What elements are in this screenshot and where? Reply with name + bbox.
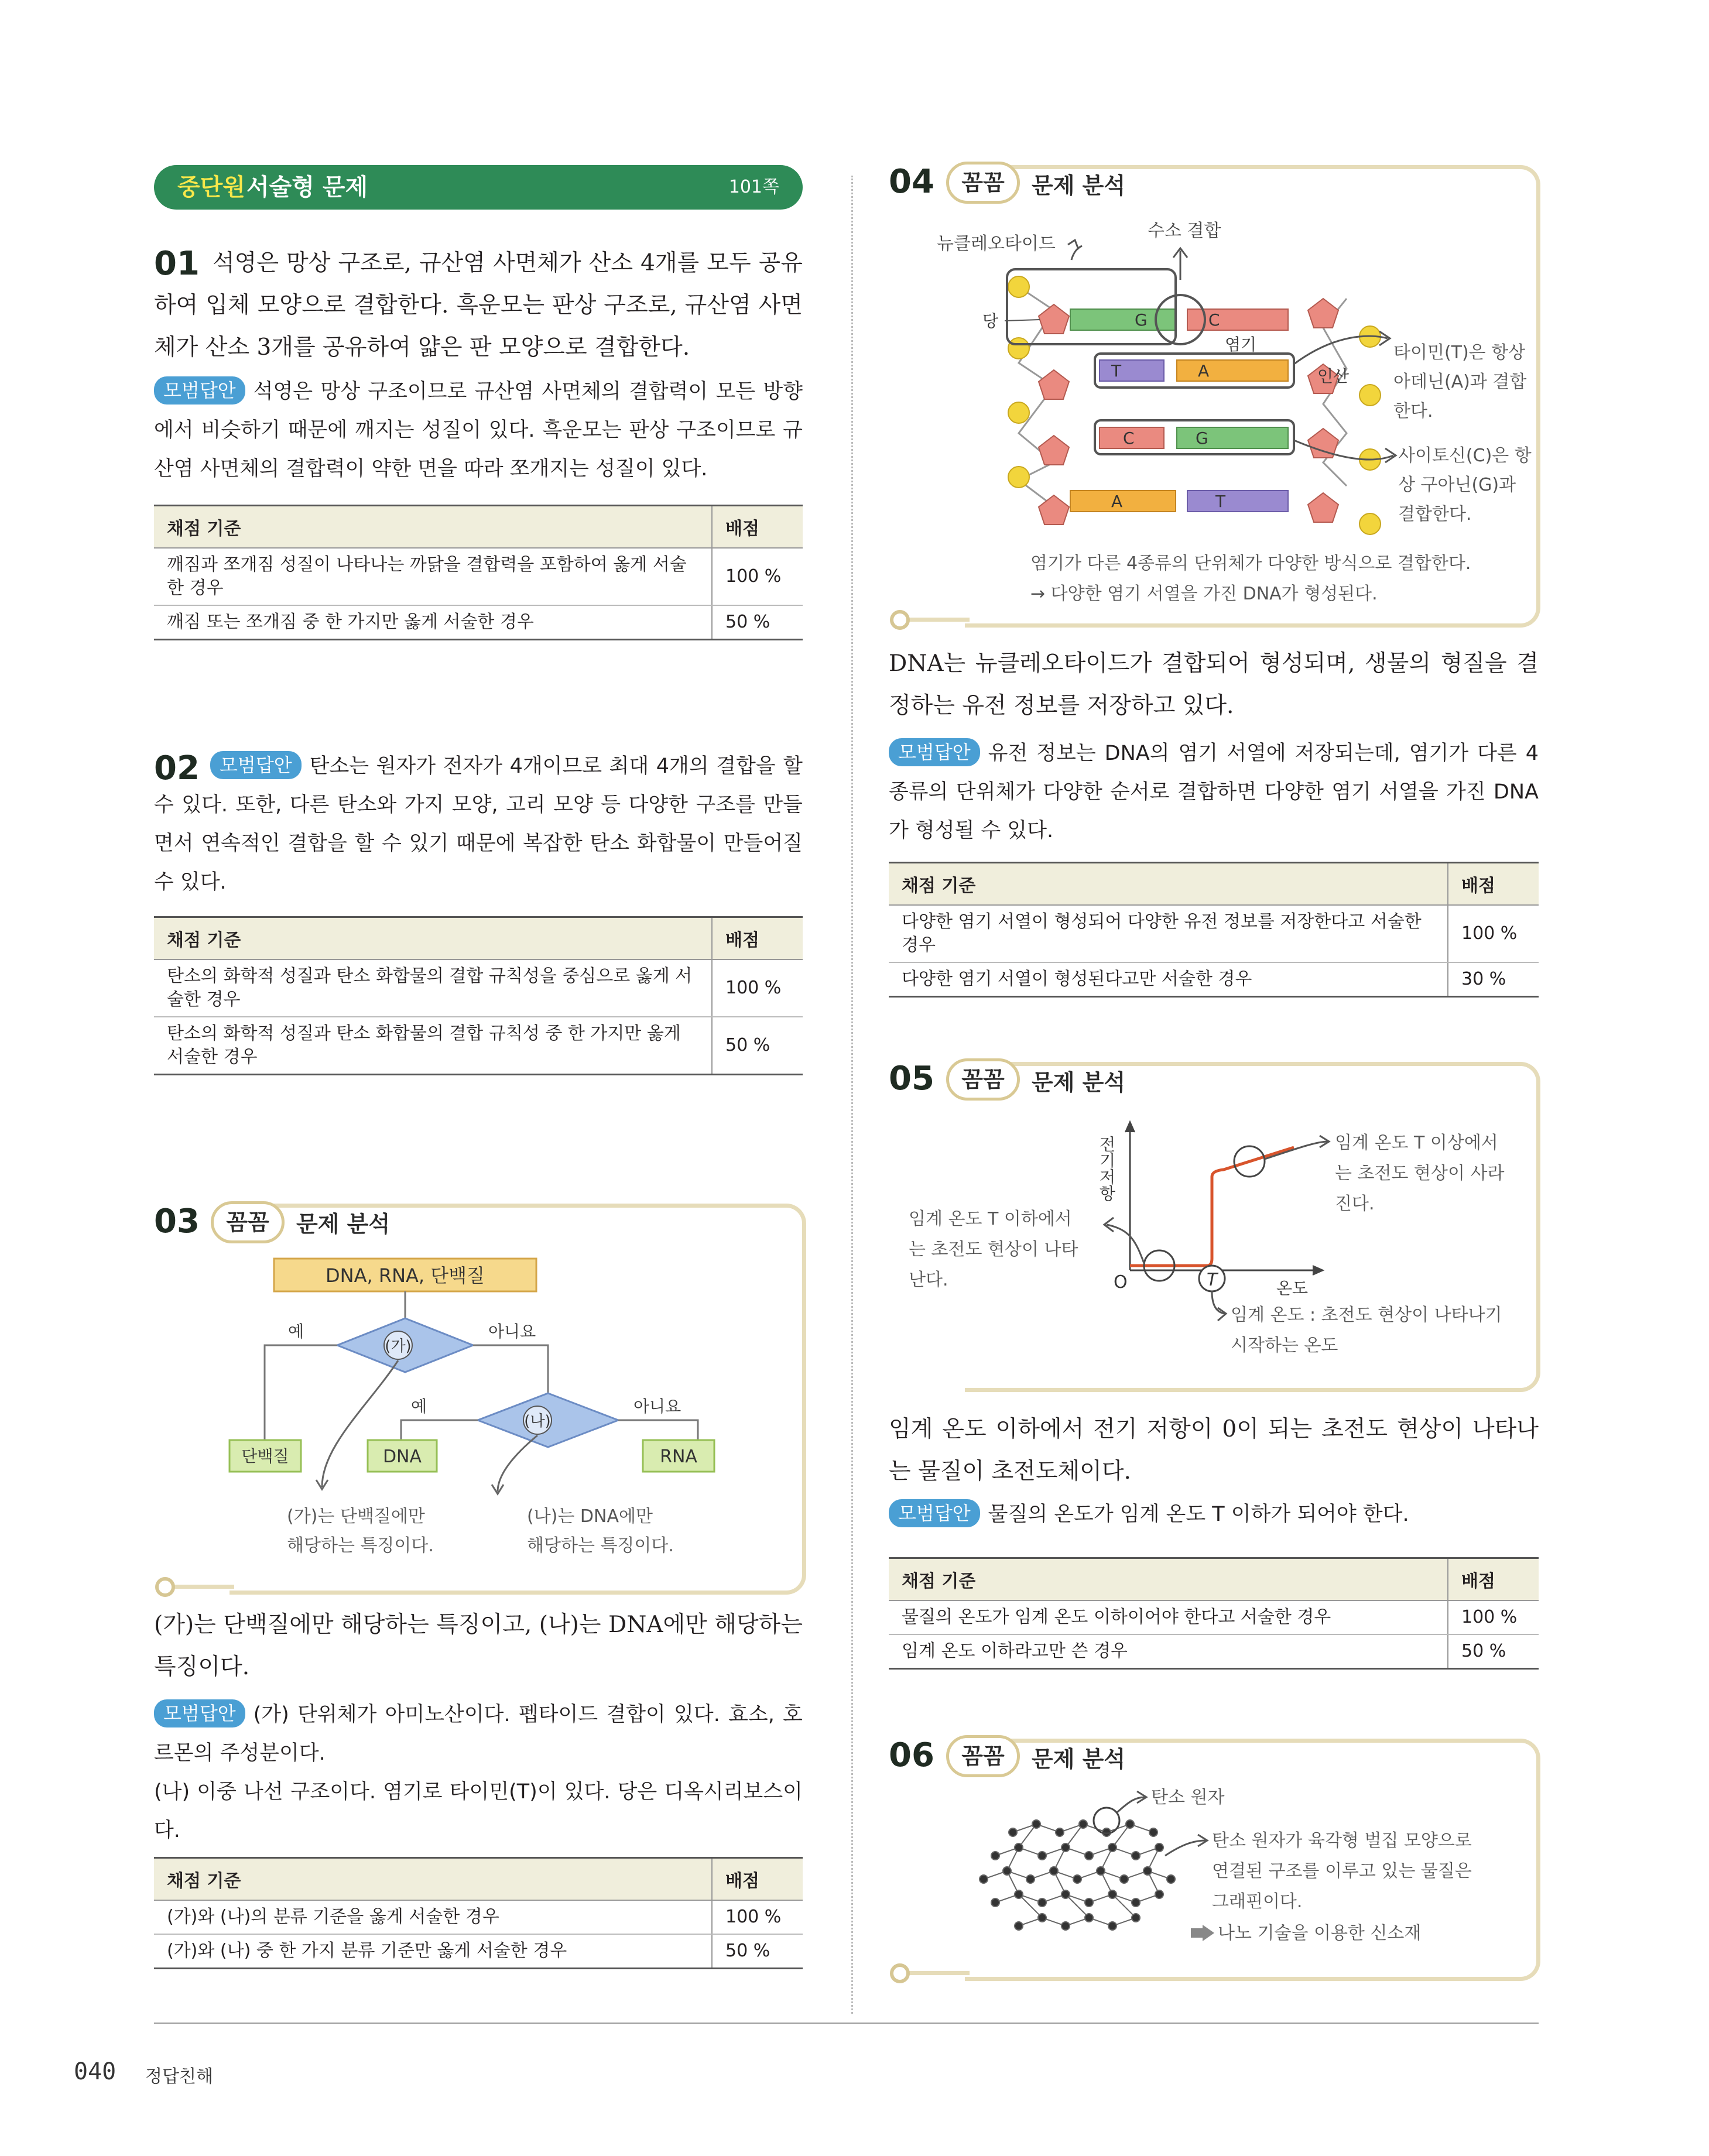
score-header-criteria: 채점 기준 xyxy=(154,506,712,549)
note-cg-line2: 상 구아닌(G)과 xyxy=(1398,475,1516,495)
score-header-criteria: 채점 기준 xyxy=(154,1858,712,1901)
panel-end-dot xyxy=(155,1577,175,1597)
tag-detailed: 꼼꼼 xyxy=(946,1735,1020,1777)
question-04-answer-text: 유전 정보는 DNA의 염기 서열에 저장되는데, 염기가 다른 4종류의 단위체가 다양한 순서로 결합하면 다양한 염기 서열을 가진 DNA가 형성될 수 있다. xyxy=(889,742,1539,842)
question-03-answer-b: (나) 이중 나선 구조이다. 염기로 타이민(T)이 있다. 당은 디옥시리보스이다. xyxy=(154,1780,803,1842)
leaf-rna-label: RNA xyxy=(660,1447,697,1467)
question-01-score-table xyxy=(154,505,803,640)
note-above-line1: 임계 온도 T 이상에서 xyxy=(1335,1133,1498,1153)
section-header-page-ref: 101쪽 xyxy=(728,177,779,197)
score-points: 100 % xyxy=(712,1900,803,1934)
question-01-answer xyxy=(154,372,803,488)
graphene-lattice xyxy=(979,1820,1175,1930)
note-cg-line1: 사이토신(C)은 항 xyxy=(1398,445,1532,466)
score-points: 100 % xyxy=(1448,905,1539,962)
note-below-line2: 는 초전도 현상이 나타 xyxy=(909,1239,1078,1260)
question-03-score-table xyxy=(154,1857,803,1969)
score-criteria: 깨짐과 쪼개짐 성질이 나타나는 까닭을 결합력을 포함하여 옳게 서술한 경우 xyxy=(154,548,712,605)
score-criteria: (가)와 (나)의 분류 기준을 옳게 서술한 경우 xyxy=(154,1900,712,1934)
footer-rule xyxy=(154,2023,1539,2024)
note-t-line2: 시작하는 온도 xyxy=(1231,1335,1338,1356)
question-01-text xyxy=(154,242,803,369)
arrow-right-icon xyxy=(1191,1925,1214,1941)
branch-yes-1: 예 xyxy=(288,1322,304,1341)
panel-title: 문제 분석 xyxy=(1032,1746,1126,1772)
label-hydrogen-bond: 수소 결합 xyxy=(1148,221,1221,241)
score-header-points: 배점 xyxy=(712,917,803,960)
note-line3: 그래핀이다. xyxy=(1212,1891,1303,1912)
question-05-score-table xyxy=(889,1557,1539,1670)
diamond-ga-label: (가) xyxy=(385,1338,412,1355)
note-above-line2: 는 초전도 현상이 사라 xyxy=(1335,1163,1505,1184)
section-header xyxy=(154,165,803,210)
note-ta-line2: 아데닌(A)과 결합 xyxy=(1393,372,1527,392)
caption-line2: → 다양한 염기 서열을 가진 DNA가 형성된다. xyxy=(1030,584,1378,604)
answer-badge: 모범답안 xyxy=(210,751,302,779)
base-c-2: C xyxy=(1123,429,1135,448)
answer-badge: 모범답안 xyxy=(889,738,980,766)
dna-structure-diagram xyxy=(925,211,1534,621)
section-header-badge: 중단원 xyxy=(177,174,245,201)
note-above-line3: 진다. xyxy=(1335,1194,1375,1214)
caption-line1: 염기가 다른 4종류의 단위체가 다양한 방식으로 결합한다. xyxy=(1030,553,1471,574)
question-05-answer-text: 물질의 온도가 임계 온도 T 이하가 되어야 한다. xyxy=(988,1503,1409,1526)
question-number-03: 03 xyxy=(154,1202,200,1240)
score-points: 50 % xyxy=(712,1017,803,1075)
question-03-text: (가)는 단백질에만 해당하는 특징이고, (나)는 DNA에만 해당하는 특징이다. xyxy=(154,1612,803,1680)
question-05-text: 임계 온도 이하에서 전기 저항이 0이 되는 초전도 현상이 나타나는 물질이 초전도체이다. xyxy=(889,1416,1539,1485)
answer-badge: 모범답안 xyxy=(889,1499,980,1527)
base-t-1: T xyxy=(1111,361,1122,381)
question-number-04: 04 xyxy=(889,163,934,201)
base-g-2: G xyxy=(1196,429,1208,448)
score-criteria: 깨짐 또는 쪼개짐 중 한 가지만 옳게 서술한 경우 xyxy=(154,605,712,640)
note-cg-line3: 결합한다. xyxy=(1398,504,1472,525)
branch-no-2: 아니요 xyxy=(633,1397,681,1416)
score-header-criteria: 채점 기준 xyxy=(154,917,712,960)
score-criteria: 다양한 염기 서열이 형성된다고만 서술한 경우 xyxy=(889,962,1448,997)
note-ta-line3: 한다. xyxy=(1393,401,1433,421)
question-number-05: 05 xyxy=(889,1060,934,1098)
score-criteria: 탄소의 화학적 성질과 탄소 화합물의 결합 규칙성 중 한 가지만 옳게 서술한 경우 xyxy=(154,1017,712,1075)
label-sugar: 당 xyxy=(982,311,999,331)
panel-end-dot xyxy=(890,610,910,630)
question-03-answer-a: (가) 단위체가 아미노산이다. 펩타이드 결합이 있다. 효소, 호르몬의 주성분이다. xyxy=(154,1703,803,1765)
note-below-line3: 난다. xyxy=(909,1270,948,1290)
leaf-dna-label: DNA xyxy=(382,1447,422,1467)
score-points: 50 % xyxy=(712,1934,803,1969)
note-line4: 나노 기술을 이용한 신소재 xyxy=(1218,1923,1422,1944)
question-04-text: DNA는 뉴클레오타이드가 결합되어 형성되며, 생물의 형질을 결정하는 유전 정보를 저장하고 있다. xyxy=(889,650,1539,719)
top-box-label: DNA, RNA, 단백질 xyxy=(326,1264,485,1287)
note-ga-line1: (가)는 단백질에만 xyxy=(287,1506,425,1527)
score-header-criteria: 채점 기준 xyxy=(889,1558,1448,1601)
panel-bottom-line xyxy=(170,1585,234,1589)
question-05-answer xyxy=(889,1495,1539,1534)
question-number-01: 01 xyxy=(154,245,200,283)
base-c-1: C xyxy=(1208,310,1220,330)
label-base: 염기 xyxy=(1225,335,1257,354)
score-points: 100 % xyxy=(712,959,803,1017)
question-01-answer-text: 석영은 망상 구조이므로 규산염 사면체의 결합력이 모든 방향에서 비슷하기 때문에 깨지는 성질이 있다. 흑운모는 판상 구조이므로 규산염 사면체의 결합력이 약한 면을 따라 쪼개지는 성질이 있다. xyxy=(154,380,803,481)
graph-xlabel: 온도 xyxy=(1276,1278,1309,1298)
score-points: 50 % xyxy=(1448,1634,1539,1669)
note-ta-line1: 타이민(T)은 항상 xyxy=(1393,342,1526,363)
score-points: 100 % xyxy=(1448,1600,1539,1634)
nucleotide-box xyxy=(1007,269,1176,344)
graph-ylabel: 전기저항 xyxy=(1097,1136,1116,1201)
section-header-title: 서술형 문제 xyxy=(246,174,368,201)
graph-origin: O xyxy=(1114,1272,1128,1293)
label-phosphate: 인산 xyxy=(1317,366,1350,386)
score-criteria: 다양한 염기 서열이 형성되어 다양한 유전 정보를 저장한다고 서술한 경우 xyxy=(889,905,1448,962)
tag-detailed: 꼼꼼 xyxy=(946,162,1020,204)
panel-title: 문제 분석 xyxy=(1032,1070,1126,1095)
score-points: 100 % xyxy=(712,548,803,605)
superconductor-graph xyxy=(896,1112,1540,1382)
question-01-text-body: 석영은 망상 구조로, 규산염 사면체가 산소 4개를 모두 공유하여 입체 모양으로 결합한다. 흑운모는 판상 구조로, 규산염 사면체가 산소 3개를 공유하여 얇은 판 모양으로 결합한다. xyxy=(154,250,803,361)
question-number-02: 02 xyxy=(154,749,200,787)
score-header-points: 배점 xyxy=(712,506,803,549)
note-below-line1: 임계 온도 T 이하에서 xyxy=(909,1209,1072,1229)
panel-bottom-line xyxy=(906,1971,970,1975)
base-g-1: G xyxy=(1135,310,1148,330)
note-na-line2: 해당하는 특징이다. xyxy=(527,1535,674,1556)
question-04-answer xyxy=(889,734,1539,850)
note-line1: 탄소 원자가 육각형 벌집 모양으로 xyxy=(1212,1831,1472,1851)
question-number-06: 06 xyxy=(889,1736,934,1774)
score-criteria: (가)와 (나) 중 한 가지 분류 기준만 옳게 서술한 경우 xyxy=(154,1934,712,1969)
score-criteria: 임계 온도 이하라고만 쓴 경우 xyxy=(889,1634,1448,1669)
score-header-criteria: 채점 기준 xyxy=(889,863,1448,906)
panel-title: 문제 분석 xyxy=(1032,173,1126,198)
note-line2: 연결된 구조를 이루고 있는 물질은 xyxy=(1212,1861,1472,1881)
question-02-answer xyxy=(154,747,803,902)
answer-badge: 모범답안 xyxy=(154,376,245,405)
answer-badge: 모범답안 xyxy=(154,1699,245,1727)
score-criteria: 탄소의 화학적 성질과 탄소 화합물의 결합 규칙성을 중심으로 옳게 서술한 경우 xyxy=(154,959,712,1017)
score-points: 30 % xyxy=(1448,962,1539,997)
score-points: 50 % xyxy=(712,605,803,640)
footer-label: 정답친해 xyxy=(145,2066,213,2087)
label-nucleotide: 뉴클레오타이드 xyxy=(937,234,1056,254)
note-t-line1: 임계 온도 : 초전도 현상이 나타나기 xyxy=(1231,1305,1502,1325)
tag-detailed: 꼼꼼 xyxy=(946,1058,1020,1101)
base-a-2: A xyxy=(1111,492,1123,511)
note-na-line1: (나)는 DNA에만 xyxy=(527,1506,653,1527)
question-03-answer xyxy=(154,1695,803,1773)
score-header-points: 배점 xyxy=(1448,1558,1539,1601)
column-divider xyxy=(851,176,853,2014)
note-ga-line2: 해당하는 특징이다. xyxy=(287,1535,434,1556)
score-criteria: 물질의 온도가 임계 온도 이하이어야 한다고 서술한 경우 xyxy=(889,1600,1448,1634)
footer-page-number: 040 xyxy=(74,2058,117,2085)
graphene-diagram xyxy=(960,1780,1534,1967)
panel-end-dot xyxy=(890,1963,910,1983)
classification-flowchart xyxy=(222,1253,749,1581)
leaf-protein-label: 단백질 xyxy=(241,1447,289,1466)
diamond-na-label: (나) xyxy=(524,1413,551,1430)
score-header-points: 배점 xyxy=(1448,863,1539,906)
branch-yes-2: 예 xyxy=(411,1397,427,1416)
panel-title: 문제 분석 xyxy=(296,1211,391,1237)
graph-t-label: T xyxy=(1207,1270,1218,1290)
question-04-score-table xyxy=(889,862,1539,998)
branch-no-1: 아니요 xyxy=(488,1322,536,1341)
base-a-1: A xyxy=(1198,361,1210,381)
question-02-score-table xyxy=(154,916,803,1075)
question-02-answer-text: 탄소는 원자가 전자가 4개이므로 최대 4개의 결합을 할 수 있다. 또한, 다른 탄소와 가지 모양, 고리 모양 등 다양한 구조를 만들면서 연속적인 결합을 할 수 있기 때문에 복잡한 탄소 화합물이 만들어질 수 있다. xyxy=(154,755,803,894)
base-t-2: T xyxy=(1215,492,1226,511)
label-carbon-atom: 탄소 원자 xyxy=(1151,1787,1225,1808)
tag-detailed: 꼼꼼 xyxy=(211,1201,285,1243)
score-header-points: 배점 xyxy=(712,1858,803,1901)
resistance-curve xyxy=(1130,1147,1294,1266)
